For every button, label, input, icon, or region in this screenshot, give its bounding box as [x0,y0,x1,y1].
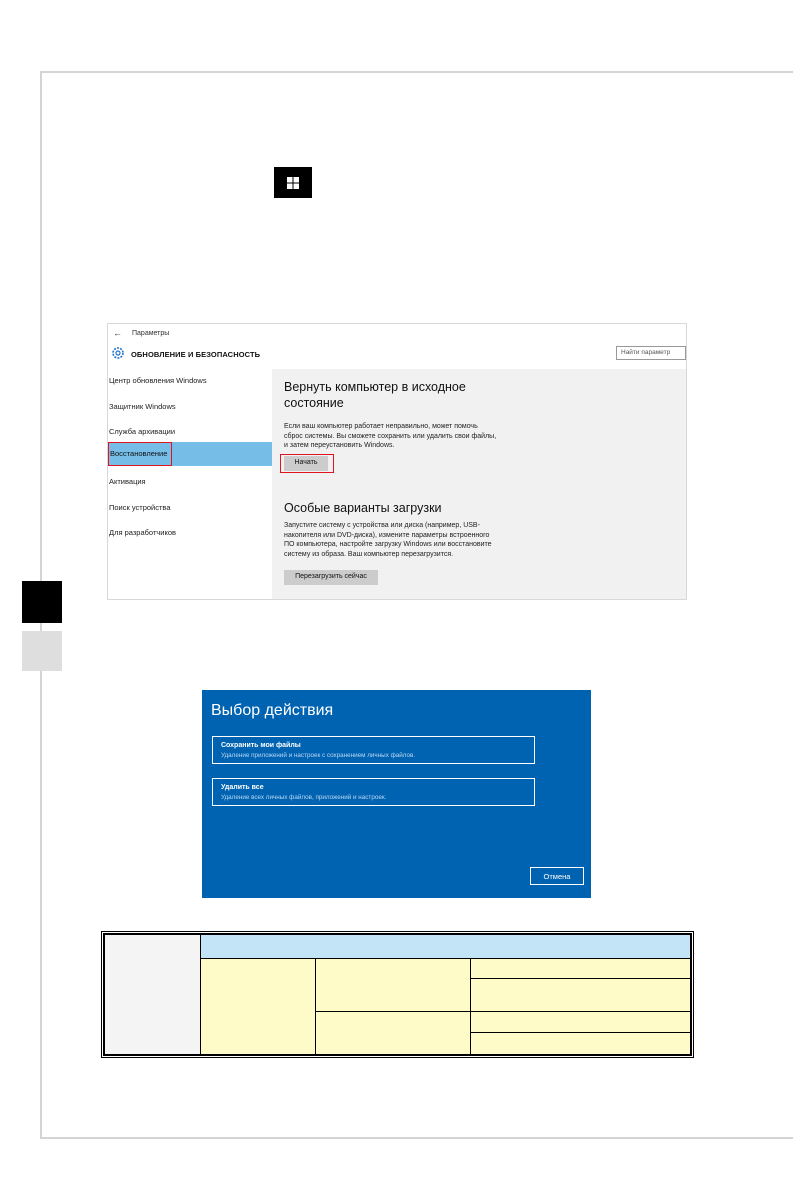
advanced-description-line: накопителя или DVD-диска), измените параметры встроенного [284,531,490,539]
nav-item-recovery[interactable]: Восстановление [108,442,172,466]
title-bar [108,324,686,344]
table-cell [470,1011,691,1033]
table-cell [315,958,471,1012]
reset-description-line: Если ваш компьютер работает неправильно, может помочь [284,423,478,430]
page-title: ОБНОВЛЕНИЕ И БЕЗОПАСНОСТЬ [131,350,261,359]
table-cell [470,1032,691,1055]
advanced-startup-description [284,521,544,559]
back-arrow-icon[interactable]: ← [113,328,122,338]
nav-item-activation[interactable]: Активация [109,477,146,486]
windows-logo-icon [287,177,299,189]
windows-key-icon [274,167,312,198]
reset-heading [284,379,544,411]
table-cell [315,1011,471,1055]
reset-description [284,422,544,451]
search-input[interactable]: Найти параметр [616,346,686,360]
reset-heading-line: состояние [284,396,344,410]
chapter-tab [22,581,62,623]
settings-nav [108,369,272,600]
nav-item-developers[interactable]: Для разработчиков [109,528,176,537]
advanced-description-line: ПО компьютера, настройте загрузку Windows или восстановите [284,541,492,548]
advanced-startup-heading: Особые варианты загрузки [284,501,442,515]
advanced-description-line: Запустите систему с устройства или диска (например, USB- [284,522,480,529]
reset-description-line: и затем переустановить Windows. [284,442,395,449]
option-title: Сохранить мои файлы [221,742,301,749]
table-header [200,934,691,959]
gear-icon [111,346,125,360]
table-row-header [104,934,201,1055]
nav-item-defender[interactable]: Защитник Windows [109,402,176,411]
table-cell [200,958,316,1055]
remove-everything-option[interactable] [212,778,535,806]
settings-header [108,344,686,369]
option-subtitle: Удаление всех личных файлов, приложений и настроек. [221,794,387,801]
chapter-tab-secondary [22,631,62,671]
cancel-button[interactable]: Отмена [530,867,584,885]
recovery-title: Выбор действия [211,702,334,719]
table-cell [470,978,691,1012]
recovery-screen [202,690,591,898]
option-subtitle: Удаление приложений и настроек с сохранением личных файлов. [221,752,416,759]
app-name: Параметры [132,330,170,337]
nav-item-find-device[interactable]: Поиск устройства [109,503,171,512]
spec-table [101,931,694,1058]
advanced-description-line: систему из образа. Ваш компьютер перезагрузится. [284,550,454,558]
reset-heading-line: Вернуть компьютер в исходное [284,380,466,394]
option-title: Удалить все [221,784,264,791]
restart-now-button[interactable]: Перезагрузить сейчас [284,570,378,585]
table-cell [470,958,691,979]
settings-content [272,369,687,600]
get-started-button[interactable]: Начать [284,456,328,471]
settings-window [107,323,687,600]
nav-item-backup[interactable]: Служба архивации [109,427,176,436]
reset-description-line: сброс системы. Вы сможете сохранить или удалить свои файлы, [284,432,497,440]
keep-my-files-option[interactable] [212,736,535,764]
nav-item-windows-update[interactable]: Центр обновления Windows [109,376,207,385]
